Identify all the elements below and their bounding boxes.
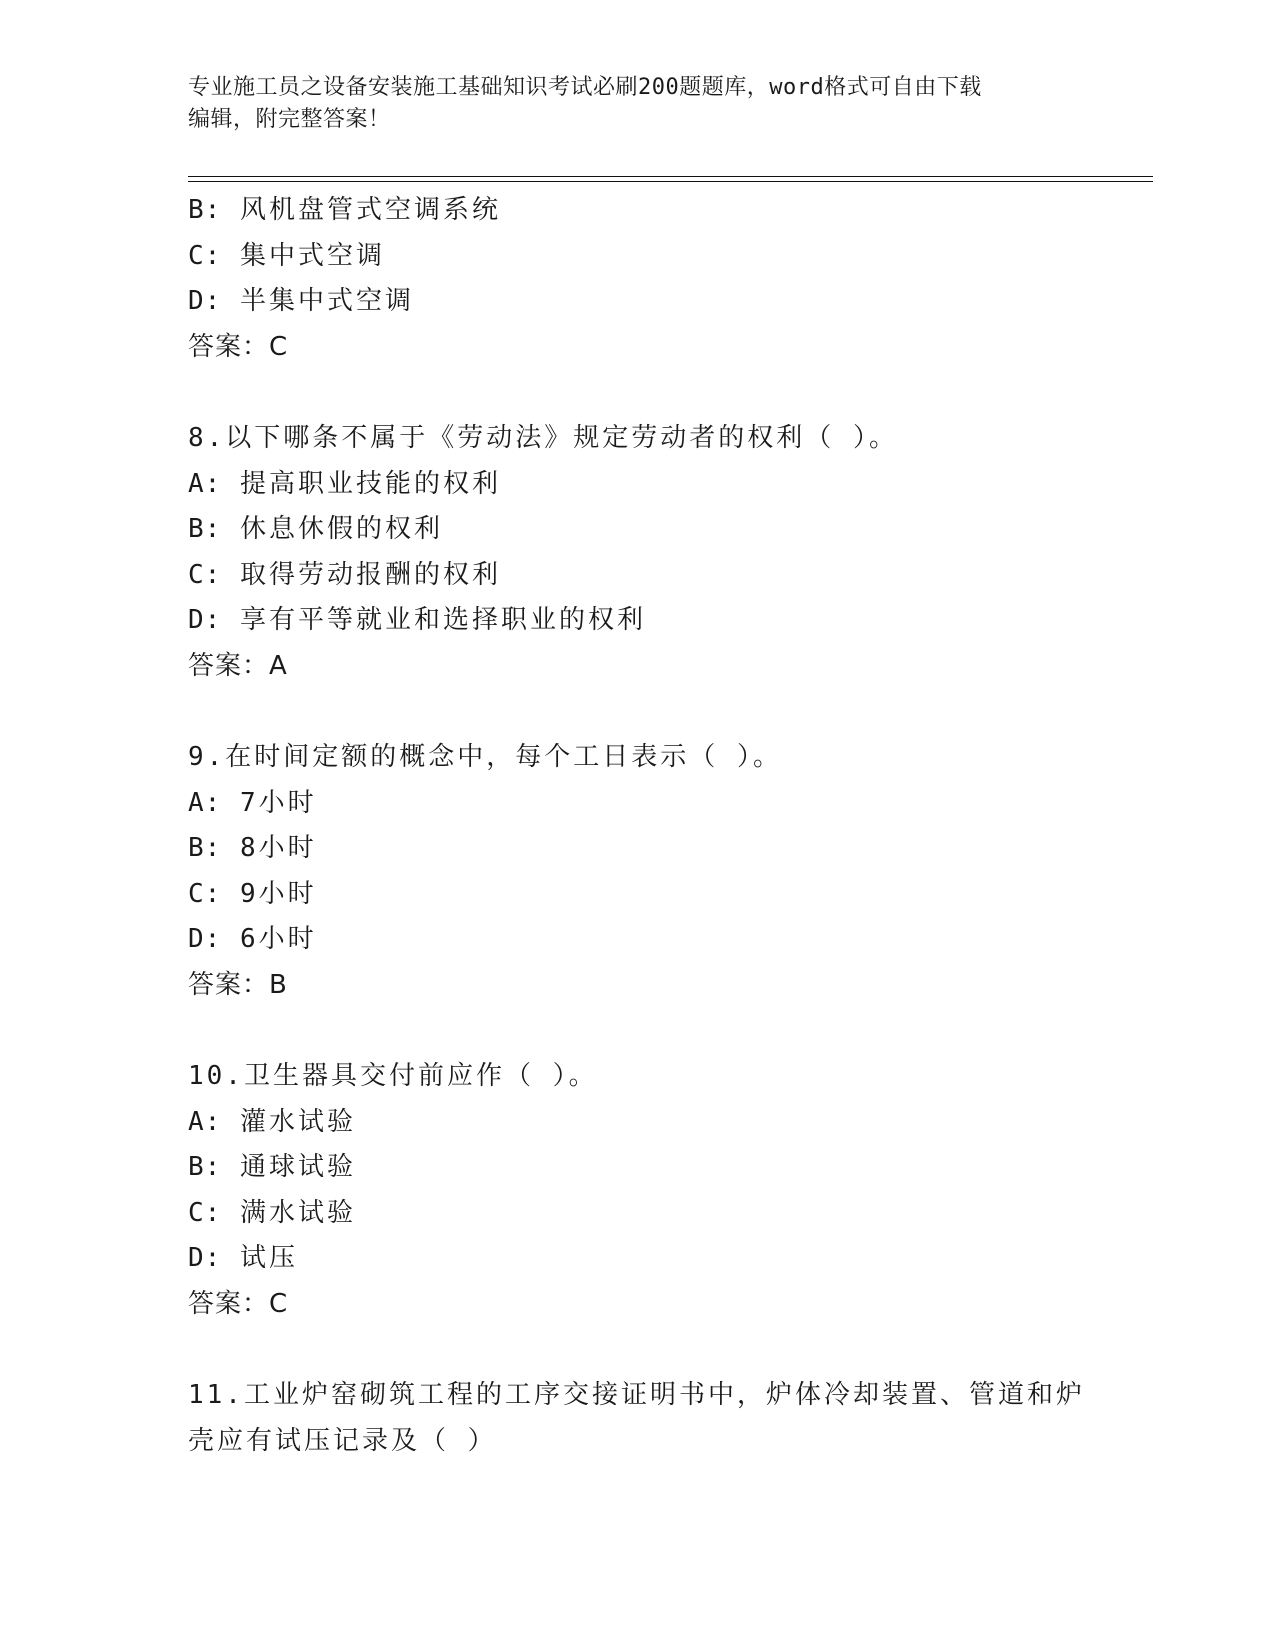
- option-a: A: 灌水试验: [188, 1106, 356, 1137]
- question-text: 8.以下哪条不属于《劳动法》规定劳动者的权利（ ）。: [188, 423, 898, 453]
- option-a: A: 7小时: [188, 787, 317, 818]
- header-divider-top: [188, 176, 1153, 177]
- option-c: C: 满水试验: [188, 1197, 356, 1228]
- option-b: B: 休息休假的权利: [188, 514, 443, 544]
- question-11: [188, 1373, 1108, 1464]
- answer: 答案：A: [188, 650, 288, 681]
- question-9: [188, 735, 1108, 1008]
- answer: 答案：C: [188, 1288, 289, 1319]
- question-text-line-1: 11.工业炉窑砌筑工程的工序交接证明书中，炉体冷却装置、管道和炉: [188, 1380, 1085, 1410]
- question-8: [188, 416, 1108, 689]
- option-d: D: 半集中式空调: [188, 286, 414, 316]
- option-b: B: 8小时: [188, 833, 317, 863]
- question-list: [188, 188, 1108, 1464]
- option-c: C: 集中式空调: [188, 240, 385, 271]
- option-a: A: 提高职业技能的权利: [188, 468, 501, 499]
- option-c: C: 9小时: [188, 878, 317, 909]
- question-10: [188, 1054, 1108, 1327]
- option-d: D: 试压: [188, 1243, 298, 1273]
- answer: 答案：C: [188, 331, 289, 362]
- answer: 答案：B: [188, 969, 288, 1000]
- option-d: D: 享有平等就业和选择职业的权利: [188, 605, 646, 635]
- option-b: B: 通球试验: [188, 1152, 356, 1182]
- option-d: D: 6小时: [188, 924, 317, 954]
- option-c: C: 取得劳动报酬的权利: [188, 559, 501, 590]
- question-7-partial: [188, 188, 1108, 370]
- document-header: [188, 72, 1068, 136]
- option-b: B: 风机盘管式空调系统: [188, 195, 501, 225]
- question-text: 10.卫生器具交付前应作（ ）。: [188, 1061, 598, 1091]
- header-line-1: 专业施工员之设备安装施工基础知识考试必刷200题题库，word格式可自由下载: [188, 75, 982, 100]
- spacer: [188, 1008, 1108, 1054]
- spacer: [188, 689, 1108, 735]
- spacer: [188, 1327, 1108, 1373]
- question-text: 9.在时间定额的概念中，每个工日表示（ ）。: [188, 742, 782, 772]
- question-text-line-2: 壳应有试压记录及（ ）: [188, 1425, 497, 1456]
- header-divider-bottom: [188, 181, 1153, 182]
- header-line-2: 编辑，附完整答案！: [188, 107, 391, 132]
- spacer: [188, 370, 1108, 416]
